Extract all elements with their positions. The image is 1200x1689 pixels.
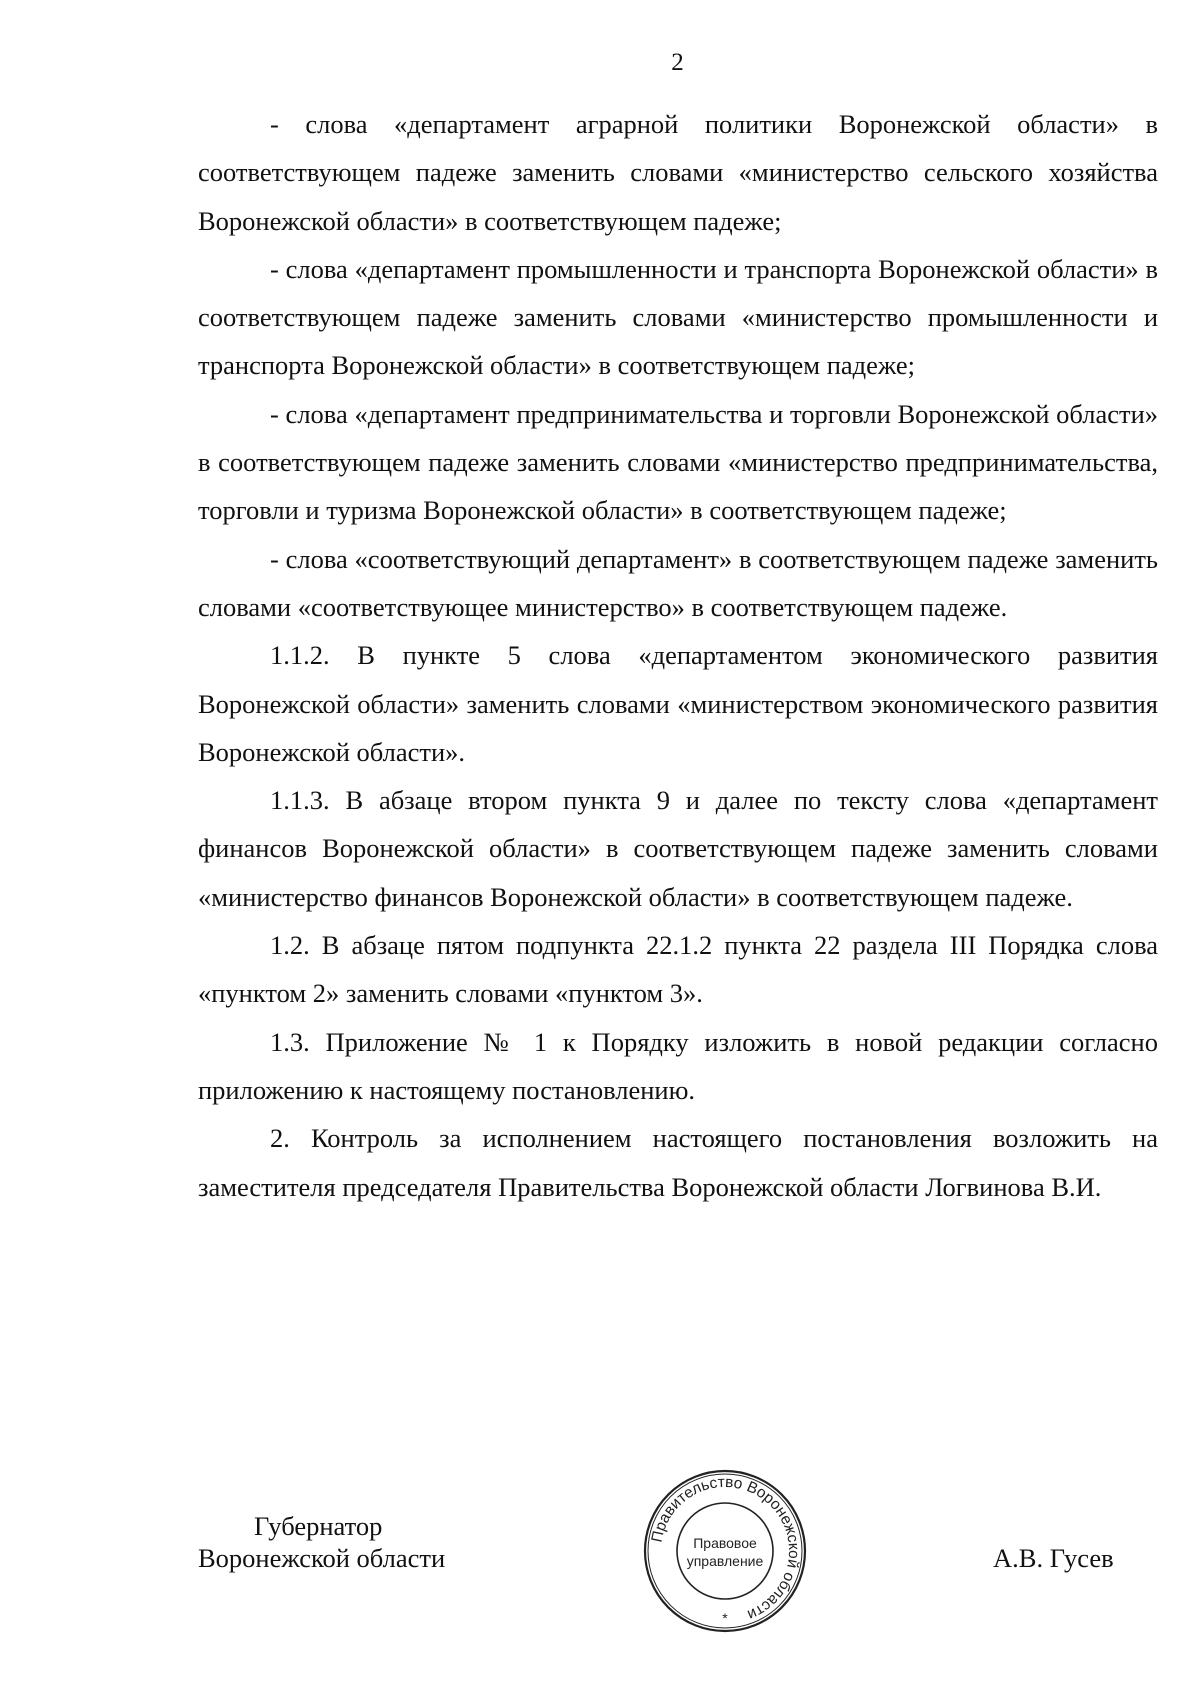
stamp-outer-text: Правительство Воронежской области xyxy=(648,1473,803,1624)
paragraph-corresponding-department: - слова «соответствующий департамент» в соответствующем падеже заменить словами «соответствующее министерство» в соответствующем падеже. xyxy=(198,543,1158,622)
paragraph-1-1-2: 1.1.2. В пункте 5 слова «департаментом экономического развития Воронежской области» заменить словами «министерством экономического развития Воронежской области». xyxy=(198,640,1158,767)
paragraph-1-1-3: 1.1.3. В абзаце втором пункта 9 и далее по тексту слова «департамент финансов Воронежской области» в соответствующем падеже заменить словами «министерство финансов Воронежской области» в соответствующем падеже. xyxy=(198,785,1158,912)
stamp-outer-ring xyxy=(645,1471,805,1631)
signer-name: А.В. Гусев xyxy=(993,1543,1114,1573)
document-body xyxy=(198,100,1158,1211)
stamp-star: * xyxy=(722,1610,728,1626)
governor-title xyxy=(198,1510,445,1574)
page-number: 2 xyxy=(671,49,684,76)
paragraph-1-2: 1.2. В абзаце пятом подпункта 22.1.2 пункта 22 раздела III Порядка слова «пунктом 2» заменить словами «пунктом 3». xyxy=(198,930,1158,1009)
stamp-inner-line1: Правовое xyxy=(693,1535,757,1551)
official-stamp xyxy=(640,1466,810,1636)
paragraph-agrarian: - слова «департамент аграрной политики Воронежской области» в соответствующем падеже заменить словами «министерство сельского хозяйства Воронежской области» в соответствующем падеже; xyxy=(198,109,1158,236)
paragraph-1-3: 1.3. Приложение № 1 к Порядку изложить в новой редакции согласно приложению к настоящему постановлению. xyxy=(198,1026,1158,1105)
stamp-inner-line2: управление xyxy=(686,1553,764,1569)
paragraph-entrepreneurship: - слова «департамент предпринимательства и торговли Воронежской области» в соответствующем падеже заменить словами «министерство предпринимательства, торговли и туризма Воронежской области» в соответствующем падеже; xyxy=(198,398,1158,526)
governor-title-line1: Губернатор xyxy=(254,1511,383,1541)
paragraph-2-control: 2. Контроль за исполнением настоящего постановления возложить на заместителя председателя Правительства Воронежской области Логвинова В.И. xyxy=(198,1123,1158,1202)
stamp-inner-ring xyxy=(677,1503,773,1599)
paragraph-industry: - слова «департамент промышленности и транспорта Воронежской области» в соответствующем падеже заменить словами «министерство промышленности и транспорта Воронежской области» в соответствующем падеже; xyxy=(198,253,1158,381)
governor-title-line2: Воронежской области xyxy=(198,1543,446,1573)
